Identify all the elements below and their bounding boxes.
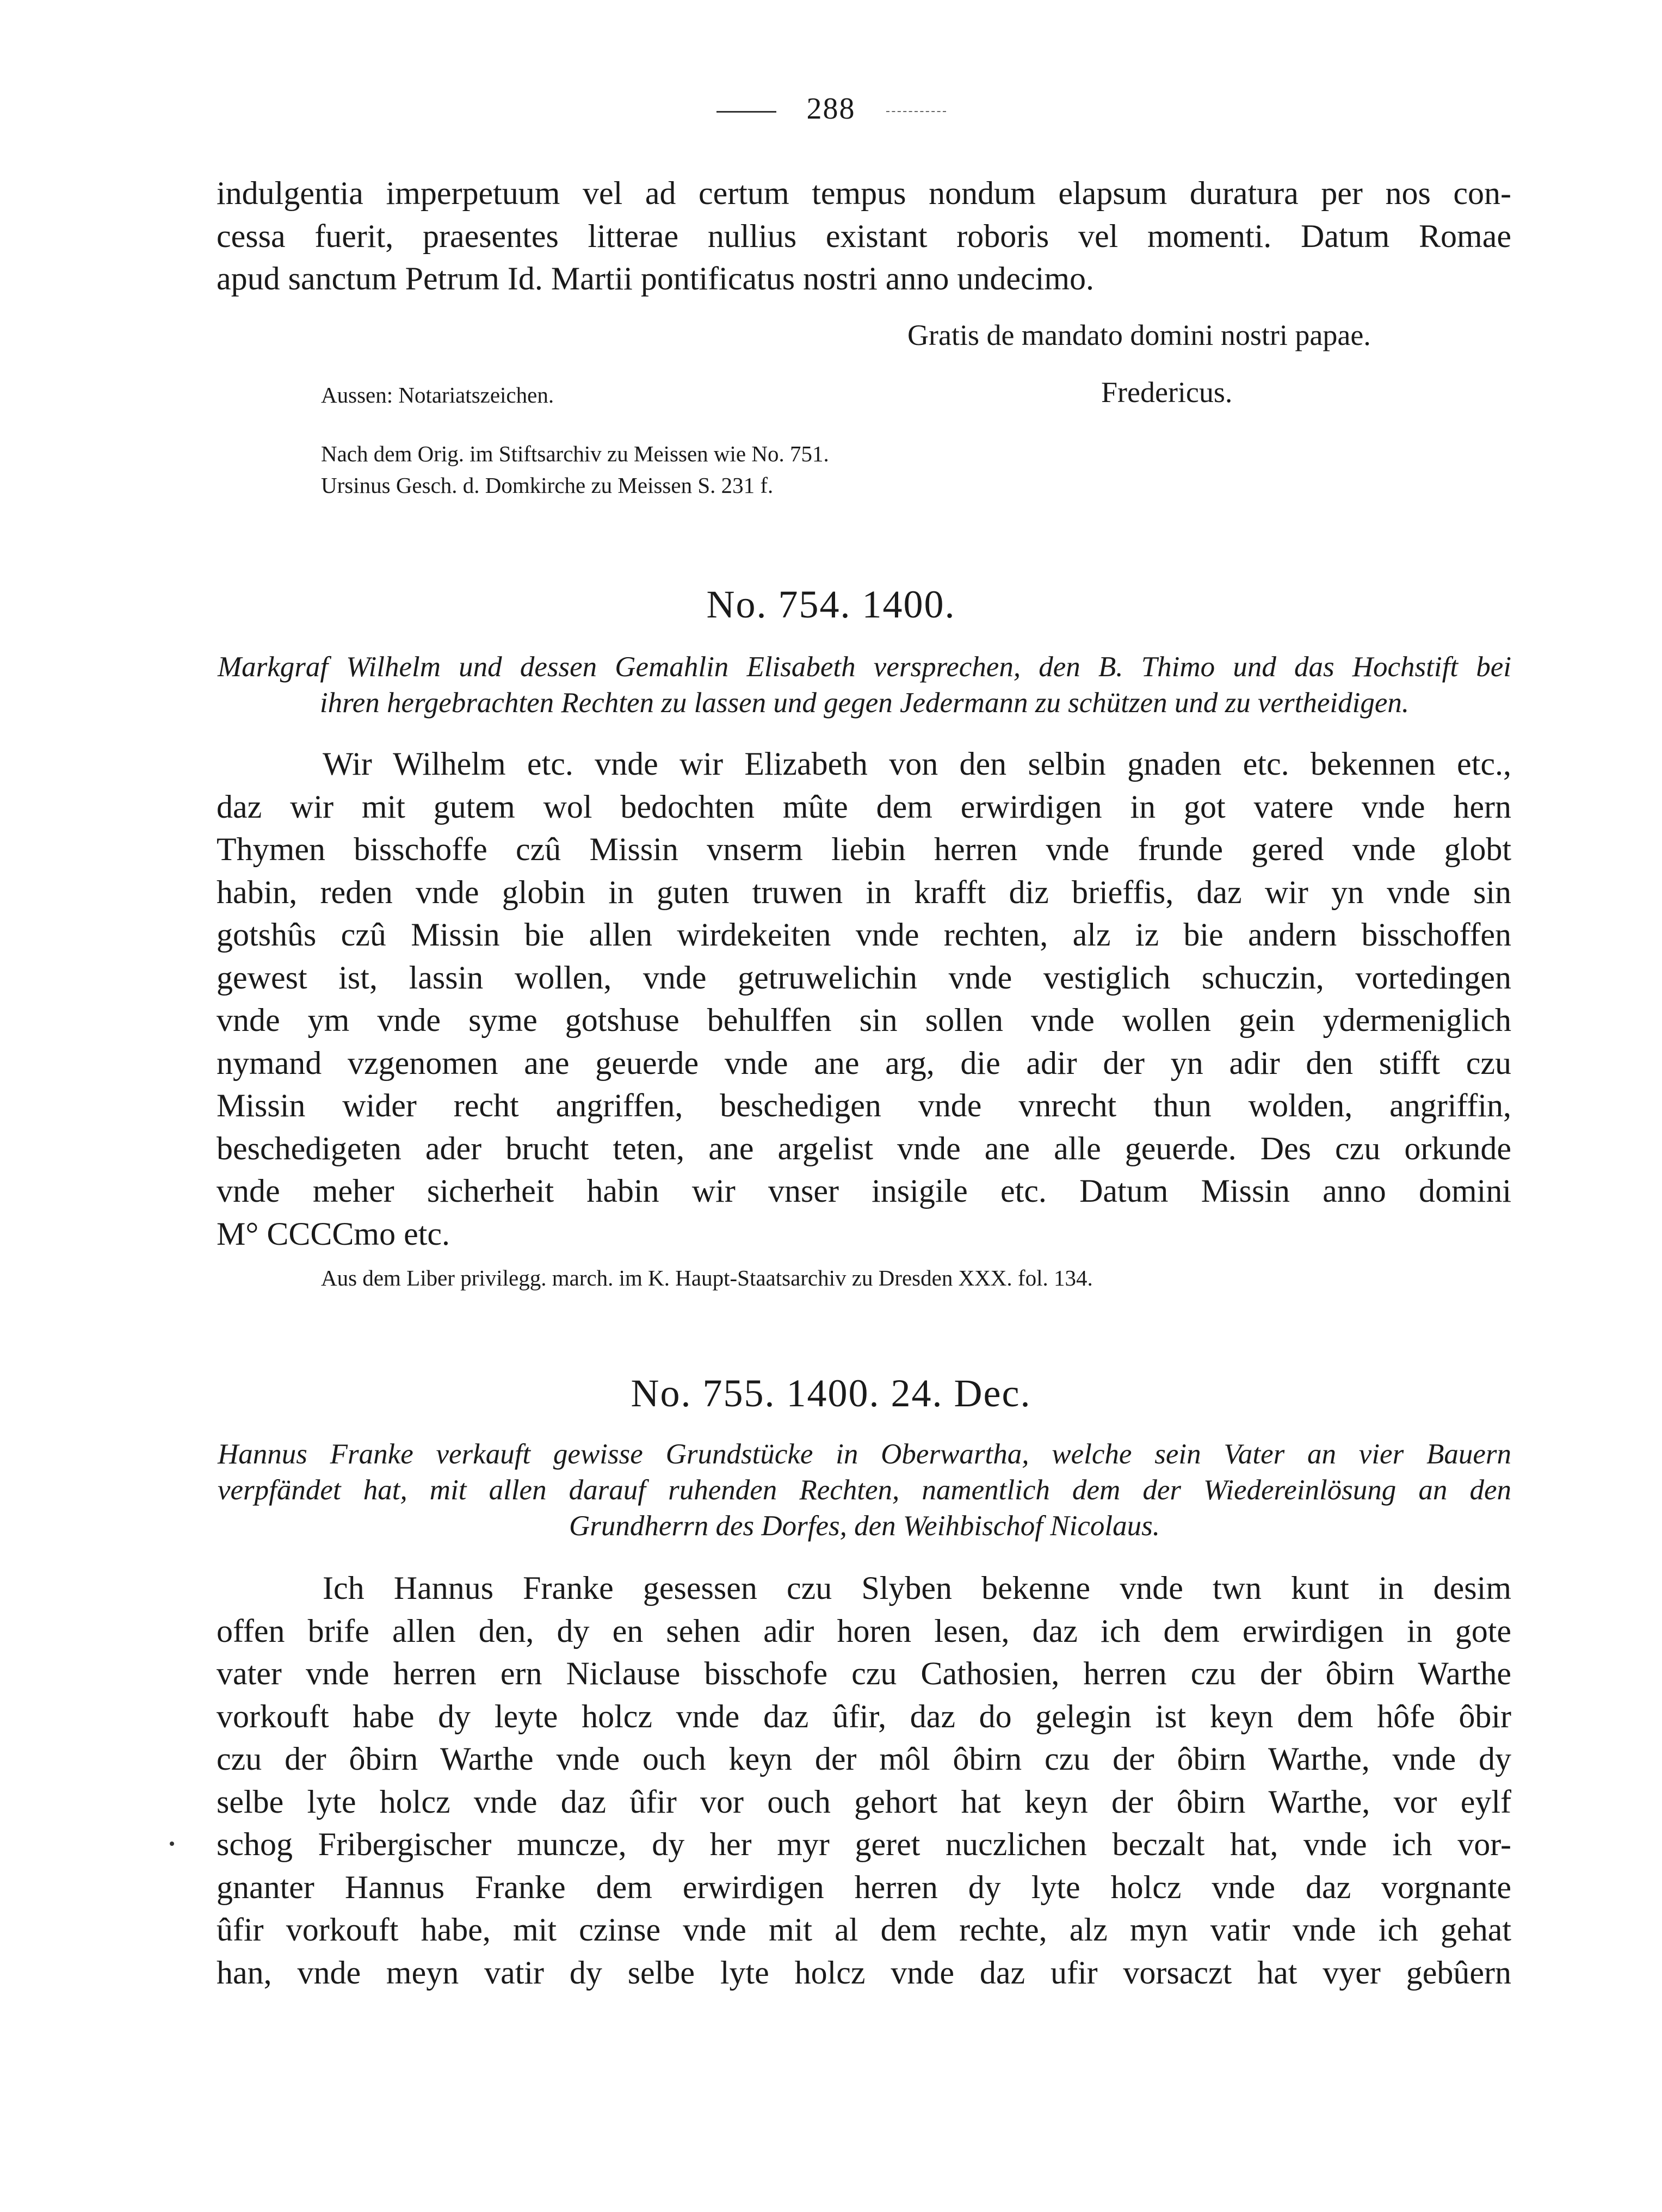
text-line: selbe lyte holcz vnde daz ûfir vor ouch gehort hat keyn der ôbirn Warthe, vor eylf [217, 1783, 1511, 1820]
text-line: offen brife allen den, dy en sehen adir horen lesen, daz ich dem erwirdigen in gote [217, 1612, 1511, 1649]
source-note [321, 438, 1083, 501]
page-header [0, 91, 1662, 126]
source-line: Aus dem Liber privilegg. march. im K. Haupt-Staatsarchiv zu Dresden XXX. fol. 134. [321, 1265, 1093, 1290]
text-line: vorkouft habe dy leyte holcz vnde daz ûfir, daz do gelegin ist keyn dem hôfe ôbir [217, 1698, 1511, 1734]
text-line: czu der ôbirn Warthe vnde ouch keyn der môl ôbirn czu der ôbirn Warthe, vnde dy [217, 1741, 1511, 1777]
text-line: Missin wider recht angriffen, beschedigen vnde vnrecht thun wolden, angriffin, [217, 1088, 1511, 1123]
text-line: gewest ist, lassin wollen, vnde getruwelichin vnde vestiglich schuczin, vortedingen [217, 959, 1511, 996]
text-line: habin, reden vnde globin in guten truwen in krafft diz brieffis, daz wir yn vnde sin [217, 874, 1511, 910]
text-line: M° CCCCmo etc. [217, 1215, 450, 1252]
text-line: gnanter Hannus Franke dem erwirdigen herren dy lyte holcz vnde daz vorgnante [217, 1869, 1511, 1905]
header-rule-right [886, 111, 946, 112]
summary-line: verpfändet hat, mit allen darauf ruhenden Rechten, namentlich dem der Wiedereinlösung an den [218, 1474, 1511, 1506]
source-note-754 [321, 1262, 1409, 1294]
text-line: Ich Hannus Franke gesessen czu Slyben bekenne vnde twn kunt in desim [323, 1570, 1511, 1606]
summary-line: ihren hergebrachten Rechten zu lassen und gegen Jedermann zu schützen und zu vertheidigen. [319, 687, 1410, 719]
stray-print-mark [170, 1842, 174, 1846]
text-line: vnde meher sicherheit habin wir vnser insigile etc. Datum Missin anno domini [217, 1173, 1511, 1209]
text-line: schog Fribergischer muncze, dy her myr geret nuczlichen beczalt hat, vnde ich vor- [217, 1826, 1511, 1862]
document-title-755: No. 755. 1400. 24. Dec. [631, 1371, 1031, 1415]
document-title-754: No. 754. 1400. [706, 583, 956, 626]
text-line: nymand vzgenomen ane geuerde vnde ane arg, die adir der yn adir den stifft czu [217, 1045, 1511, 1081]
text-line: daz wir mit gutem wol bedochten mûte dem erwirdigen in got vatere vnde hern [217, 788, 1511, 825]
signature-fredericus: Fredericus. [1101, 376, 1233, 409]
text-line: Wir Wilhelm etc. vnde wir Elizabeth von den selbin gnaden etc. bekennen etc., [323, 746, 1511, 782]
text-line: vater vnde herren ern Niclause bisschofe czu Cathosien, herren czu der ôbirn Warthe [217, 1655, 1511, 1691]
summary-755 [218, 1436, 1511, 1544]
gratis-note: Gratis de mandato domini nostri papae. [907, 319, 1371, 351]
aussen-note: Aussen: Notariatszeichen. [321, 382, 554, 407]
text-line: beschedigeten ader brucht teten, ane argelist vnde ane alle geuerde. Des czu orkunde [217, 1130, 1511, 1166]
summary-line: Markgraf Wilhelm und dessen Gemahlin Elisabeth versprechen, den B. Thimo und das Hochstift bei [218, 651, 1511, 683]
page-number: 288 [806, 92, 856, 126]
text-line: Thymen bisschoffe czû Missin vnserm liebin herren vnde frunde gered vnde globt [217, 831, 1511, 867]
header-rule-left [716, 111, 776, 113]
text-line: vnde ym vnde syme gotshuse behulffen sin sollen vnde wollen gein ydermeniglich [217, 1002, 1511, 1038]
text-line: han, vnde meyn vatir dy selbe lyte holcz vnde daz ufir vorsaczt hat vyer gebûern [217, 1954, 1511, 1991]
previous-document-ending [217, 172, 1511, 300]
source-line: Ursinus Gesch. d. Domkirche zu Meissen S. 231 f. [321, 473, 774, 498]
text-line: apud sanctum Petrum Id. Martii pontificatus nostri anno undecimo. [217, 261, 1095, 296]
document-body-754 [217, 743, 1511, 1255]
summary-line: Hannus Franke verkauft gewisse Grundstücke in Oberwartha, welche sein Vater an vier Bauern [218, 1438, 1511, 1470]
text-line: cessa fuerit, praesentes litterae nullius existant roboris vel momenti. Datum Romae [217, 218, 1511, 254]
text-line: ûfir vorkouft habe, mit czinse vnde mit al dem rechte, alz myn vatir vnde ich gehat [217, 1912, 1511, 1948]
summary-754 [218, 649, 1511, 721]
text-line: indulgentia imperpetuum vel ad certum tempus nondum elapsum duratura per nos con- [217, 175, 1511, 211]
source-line: Nach dem Orig. im Stiftsarchiv zu Meissen wie No. 751. [321, 441, 829, 466]
summary-line: Grundherrn des Dorfes, den Weihbischof Nicolaus. [569, 1510, 1160, 1542]
text-line: gotshûs czû Missin bie allen wirdekeiten vnde rechten, alz iz bie andern bisschoffen [217, 917, 1511, 953]
document-body-755 [217, 1567, 1511, 1994]
